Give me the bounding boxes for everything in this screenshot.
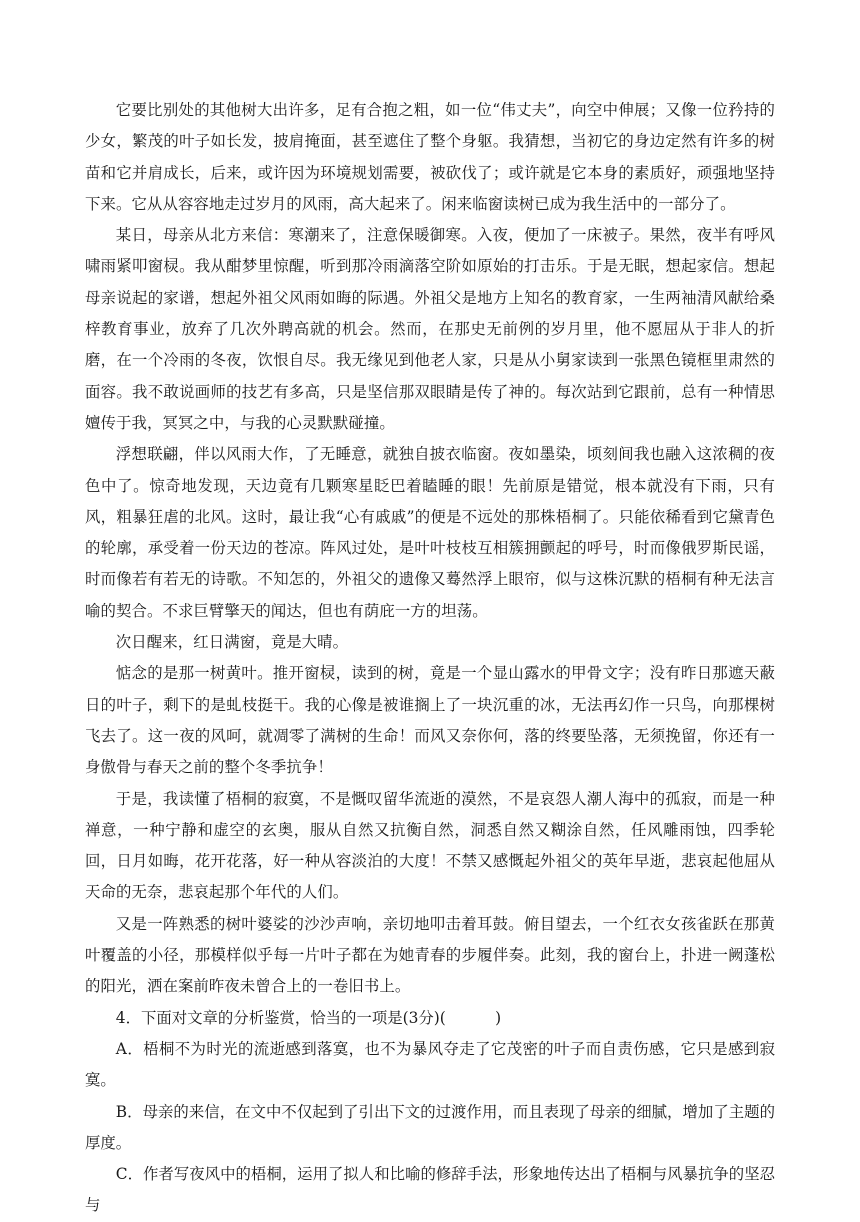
- article-paragraph-1: 它要比别处的其他树大出许多，足有合抱之粗，如一位“伟丈夫”，向空中伸展；又像一位矜持的少女，繁茂的叶子如长发，披肩掩面，甚至遮住了整个身躯。我猜想，当初它的身边定然有许多的树苗和它并肩成长，后来，或许因为环境规划需要，被砍伐了；或许就是它本身的素质好，顽强地坚持下来。它从从容容地走过岁月的风雨，高大起来了。闲来临窗读树已成为我生活中的一部分了。: [85, 101, 775, 213]
- article-paragraph-6: 于是，我读懂了梧桐的寂寞，不是慨叹留华流逝的漠然，不是哀怨人潮人海中的孤寂，而是一种禅意，一种宁静和虚空的玄奥，服从自然又抗衡自然，洞悉自然又糊涂自然，任风雕雨蚀，四季轮回，日月如晦，花开花落，好一种从容淡泊的大度！不禁又感慨起外祖父的英年早逝，悲哀起他屈从天命的无奈，悲哀起那个年代的人们。: [85, 789, 775, 902]
- option-b: B．母亲的来信，在文中不仅起到了引出下文的过渡作用，而且表现了母亲的细腻，增加了主题的厚度。: [85, 1102, 775, 1152]
- question-stem-text: 4．下面对文章的分析鉴赏，恰当的一项是(3分)(: [115, 1008, 446, 1027]
- question-options: [85, 1034, 775, 1222]
- article-paragraph-2: 某日，母亲从北方来信：寒潮来了，注意保暖御寒。入夜，便加了一床被子。果然，夜半有呼风啸雨紧叩窗棂。我从酣梦里惊醒，听到那冷雨滴落空阶如原始的打击乐。于是无眠，想起家信。想起母亲说起的家谱，想起外祖父风雨如晦的际遇。外祖父是地方上知名的教育家，一生两袖清风献给桑梓教育事业，放弃了几次外聘高就的机会。然而，在那史无前例的岁月里，他不愿屈从于非人的折磨，在一个冷雨的冬夜，饮恨自尽。我无缘见到他老人家，只是从小舅家读到一张黑色镜框里肃然的面容。我不敢说画师的技艺有多高，只是坚信那双眼睛是传了神的。每次站到它跟前，总有一种情思嬗传于我，冥冥之中，与我的心灵默默碰撞。: [85, 226, 775, 432]
- article-paragraph-3: 浮想联翩，伴以风雨大作，了无睡意，就独自披衣临窗。夜如墨染，顷刻间我也融入这浓稠的夜色中了。惊奇地发现，天边竟有几颗寒星眨巴着瞌睡的眼！先前原是错觉，根本就没有下雨，只有风，粗暴狂虐的北风。这时，最让我“心有戚戚”的便是不远处的那株梧桐了。只能依稀看到它黛青色的轮廓，承受着一份天边的苍凉。阵风过处，是叶叶枝枝互相簇拥颤起的呼号，时而像俄罗斯民谣，时而像若有若无的诗歌。不知怎的，外祖父的遗像又蓦然浮上眼帘，似与这株沉默的梧桐有种无法言喻的契合。不求巨臂擎天的闻达，但也有荫庇一方的坦荡。: [85, 445, 775, 620]
- question-stem-close: ): [495, 1008, 502, 1027]
- option-a: A．梧桐不为时光的流逝感到落寞，也不为暴风夺走了它茂密的叶子而自责伤感，它只是感到寂寞。: [85, 1039, 775, 1090]
- article-body: [85, 95, 775, 1003]
- option-c: C．作者写夜风中的梧桐，运用了拟人和比喻的修辞手法，形象地传达出了梧桐与风暴抗争的坚忍与: [85, 1165, 775, 1215]
- question-stem: [85, 1003, 775, 1034]
- article-paragraph-5: 惦念的是那一树黄叶。推开窗棂，读到的树，竟是一个显山露水的甲骨文字；没有昨日那遮天蔽日的叶子，剩下的是虬枝挺干。我的心像是被谁搁上了一块沉重的冰，无法再幻作一只鸟，向那棵树飞去了。这一夜的风呵，就凋零了满树的生命！而风又奈你何，落的终要坠落，无须挽留，你还有一身傲骨与春天之前的整个冬季抗争！: [85, 664, 775, 777]
- article-paragraph-7: 又是一阵熟悉的树叶婆娑的沙沙声响，亲切地叩击着耳鼓。俯目望去，一个红衣女孩雀跃在那黄叶覆盖的小径，那模样似乎每一片叶子都在为她青春的步履伴奏。此刻，我的窗台上，扑进一阙蓬松的阳光，洒在案前昨夜未曾合上的一卷旧书上。: [85, 914, 775, 996]
- article-paragraph-4: 次日醒来，红日满窗，竟是大晴。: [115, 633, 349, 652]
- question-block: [85, 1003, 775, 1222]
